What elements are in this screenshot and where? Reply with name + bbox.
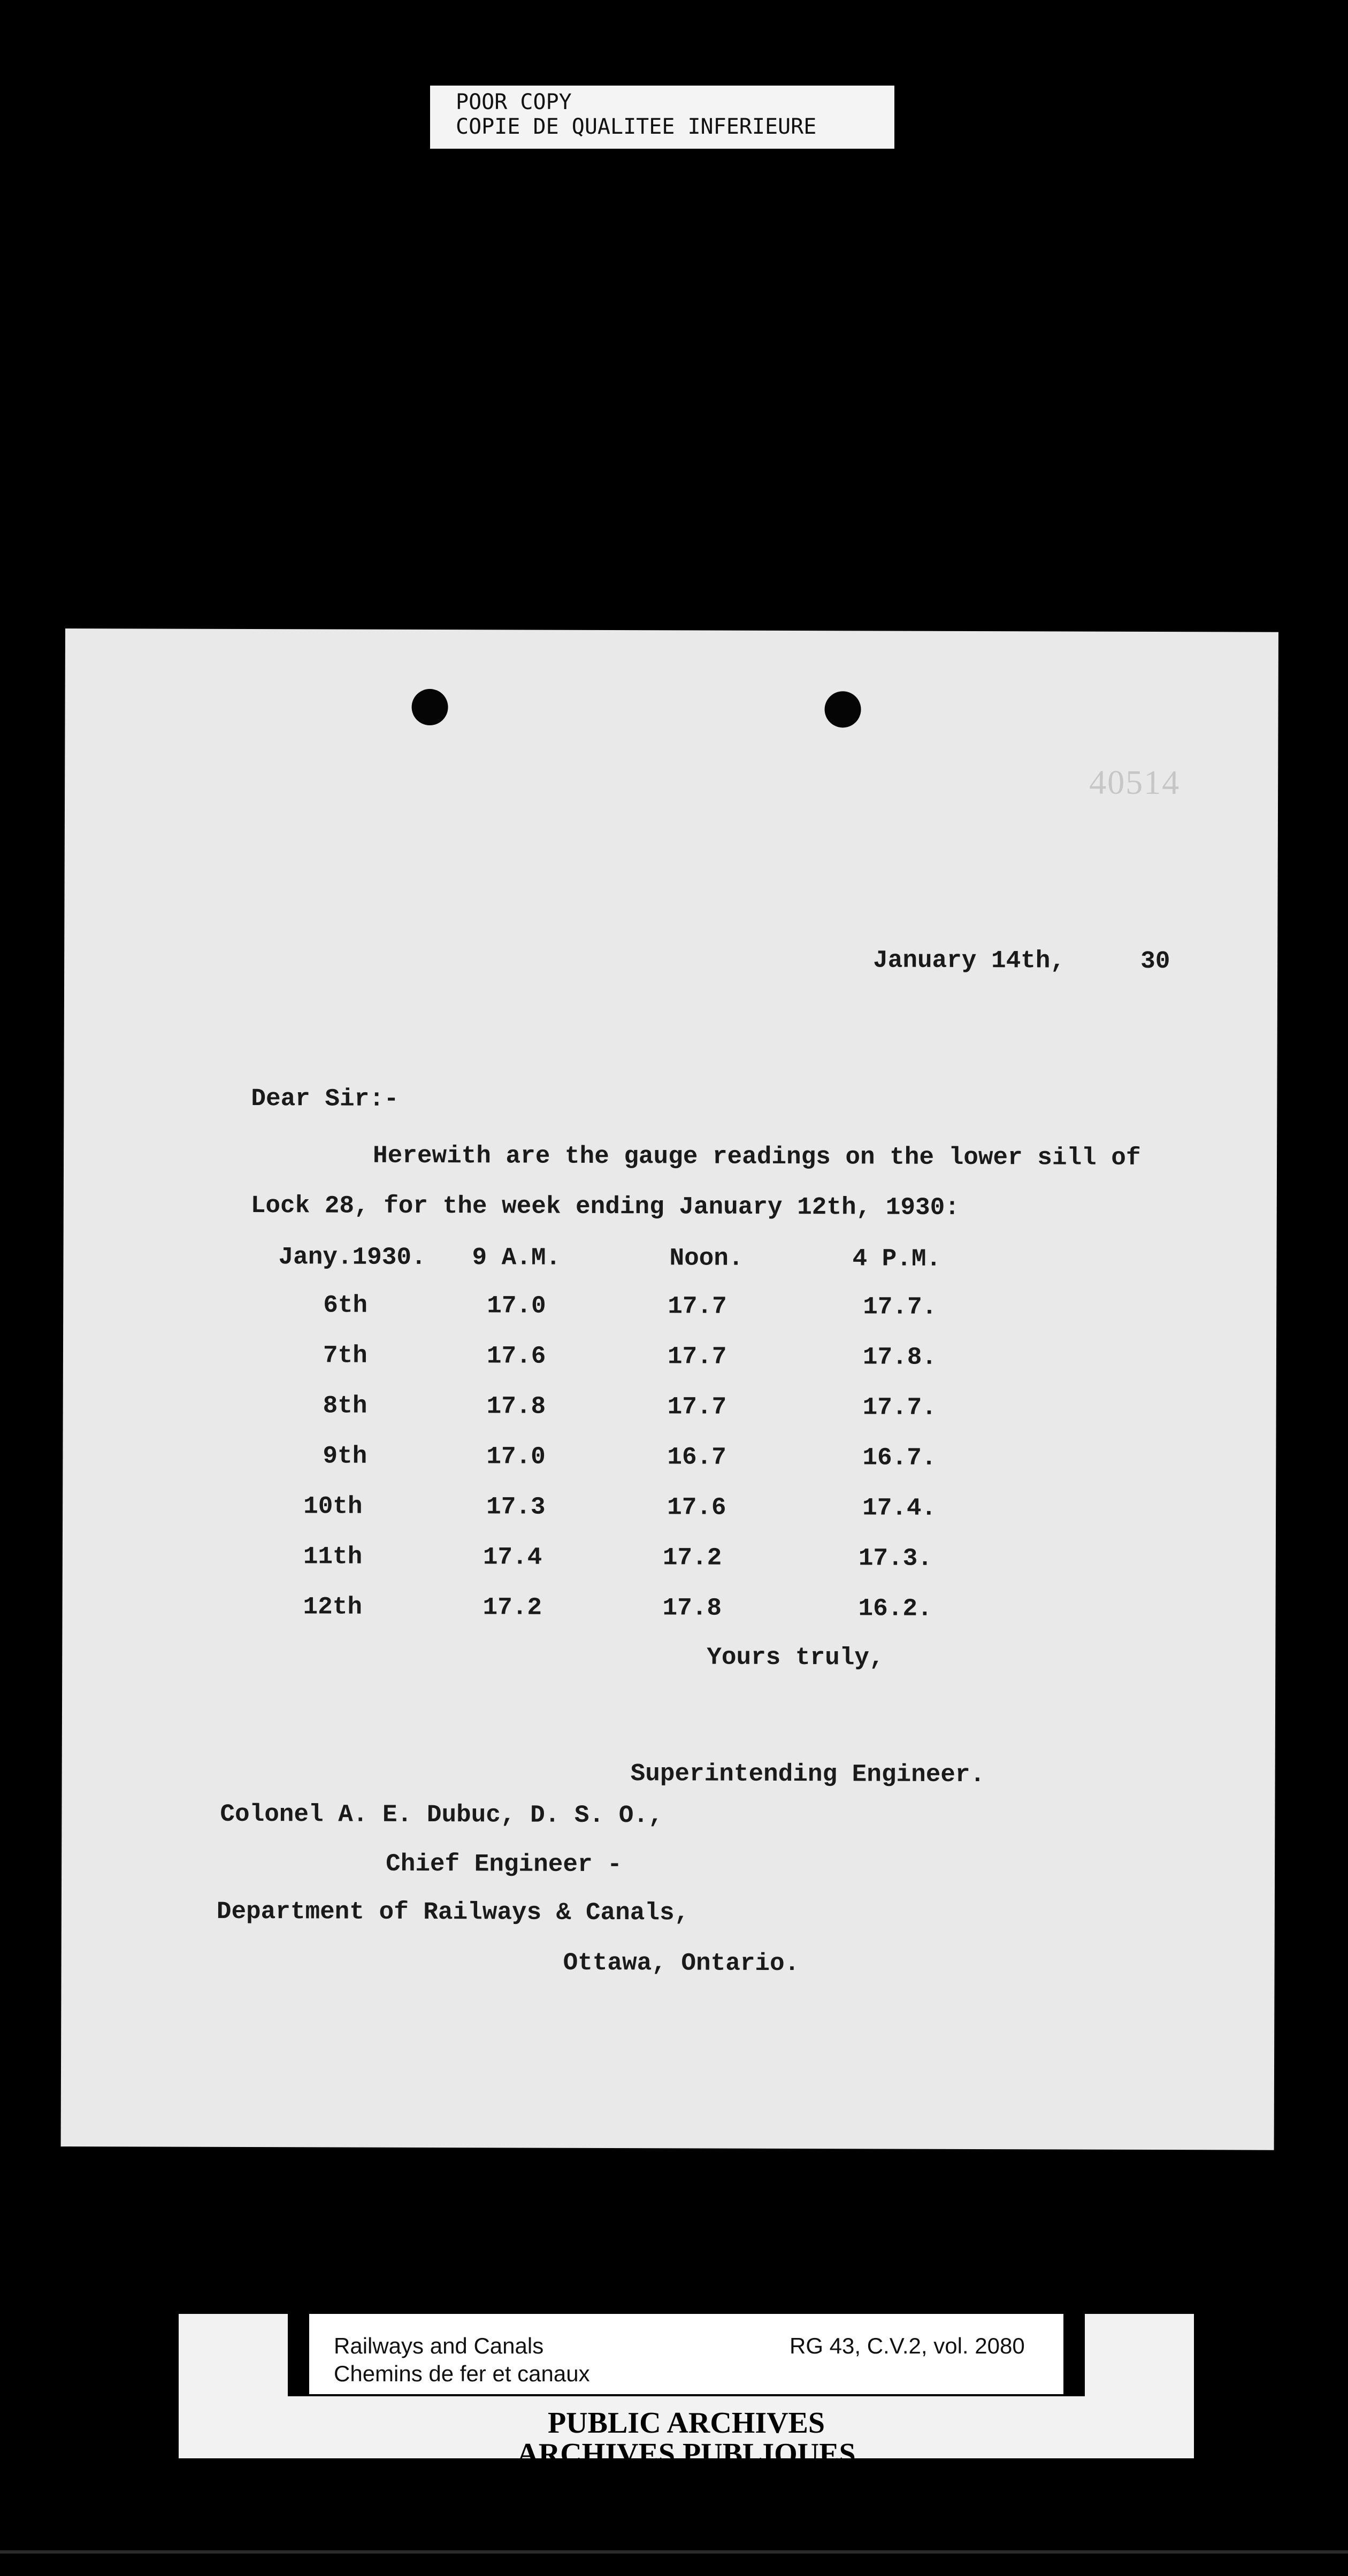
addressee-name: Colonel A. E. Dubuc, D. S. O., (220, 1800, 663, 1830)
row-day: 7th (323, 1341, 367, 1370)
row-day: 8th (323, 1392, 367, 1420)
archives-line-3: CANADA (621, 2468, 752, 2502)
salutation: Dear Sir:- (251, 1085, 399, 1113)
row-noon: 17.7 (668, 1292, 727, 1321)
row-9am: 17.8 (486, 1392, 546, 1421)
row-4pm: 17.3. (858, 1544, 932, 1573)
archive-reference-frame (288, 2314, 1085, 2396)
row-day: 11th (303, 1543, 363, 1571)
addressee-department: Department of Railways & Canals, (216, 1897, 690, 1927)
body-line-1: Herewith are the gauge readings on the lower sill of (373, 1141, 1141, 1172)
scan-edge-divider (0, 2550, 1348, 2554)
punch-hole-right-icon (824, 691, 861, 727)
archive-reference: RG 43, C.V.2, vol. 2080 (790, 2333, 1025, 2358)
body-line-2: Lock 28, for the week ending January 12th, 1930: (250, 1192, 960, 1222)
poor-copy-label-fr: COPIE DE QUALITEE INFERIEURE (456, 114, 817, 139)
archives-line-2: ARCHIVES PUBLIQUES (517, 2437, 856, 2471)
file-number-stamp: 40514 (1089, 763, 1181, 802)
row-9am: 17.2 (482, 1593, 542, 1622)
row-9am: 17.0 (487, 1292, 546, 1320)
table-header-4pm: 4 P.M. (852, 1245, 941, 1273)
poor-copy-label (430, 86, 894, 149)
row-4pm: 17.7. (863, 1293, 937, 1321)
addressee-title: Chief Engineer - (386, 1850, 622, 1879)
fonds-name-en: Railways and Canals (334, 2333, 544, 2358)
row-4pm: 16.7. (862, 1444, 937, 1472)
addressee-city: Ottawa, Ontario. (563, 1949, 800, 1978)
row-noon: 17.2 (662, 1544, 722, 1572)
table-header-date: Jany.1930. (278, 1243, 426, 1272)
archive-reference-label (309, 2314, 1063, 2394)
row-noon: 17.8 (662, 1594, 722, 1622)
row-noon: 17.7 (667, 1393, 727, 1421)
row-noon: 17.6 (667, 1493, 726, 1522)
row-day: 12th (303, 1593, 363, 1621)
row-day: 6th (323, 1291, 368, 1320)
closing: Yours truly, (707, 1643, 884, 1672)
row-9am: 17.4 (482, 1543, 542, 1571)
row-9am: 17.6 (486, 1342, 546, 1370)
archives-imprint (179, 2408, 1194, 2501)
letter-page (61, 628, 1278, 2150)
row-9am: 17.3 (486, 1493, 546, 1521)
signature-title: Superintending Engineer. (630, 1760, 985, 1789)
punch-hole-left-icon (411, 689, 448, 725)
row-noon: 17.7 (667, 1343, 727, 1371)
letter-date: January 14th, (873, 946, 1066, 975)
row-day: 10th (303, 1492, 363, 1521)
poor-copy-label-en: POOR COPY (456, 90, 572, 114)
row-day: 9th (323, 1442, 367, 1470)
table-header-noon: Noon. (669, 1244, 744, 1272)
row-4pm: 17.8. (862, 1343, 937, 1371)
table-header-9am: 9 A.M. (472, 1244, 561, 1272)
archive-caption (179, 2314, 1194, 2502)
letter-year: 30 (1140, 947, 1170, 976)
row-4pm: 16.2. (858, 1594, 932, 1623)
archives-line-1: PUBLIC ARCHIVES (547, 2406, 825, 2440)
row-4pm: 17.4. (862, 1494, 937, 1522)
row-noon: 16.7 (667, 1443, 726, 1471)
row-4pm: 17.7. (862, 1393, 937, 1422)
fonds-name-fr: Chemins de fer et canaux (334, 2361, 590, 2386)
row-9am: 17.0 (486, 1443, 546, 1471)
